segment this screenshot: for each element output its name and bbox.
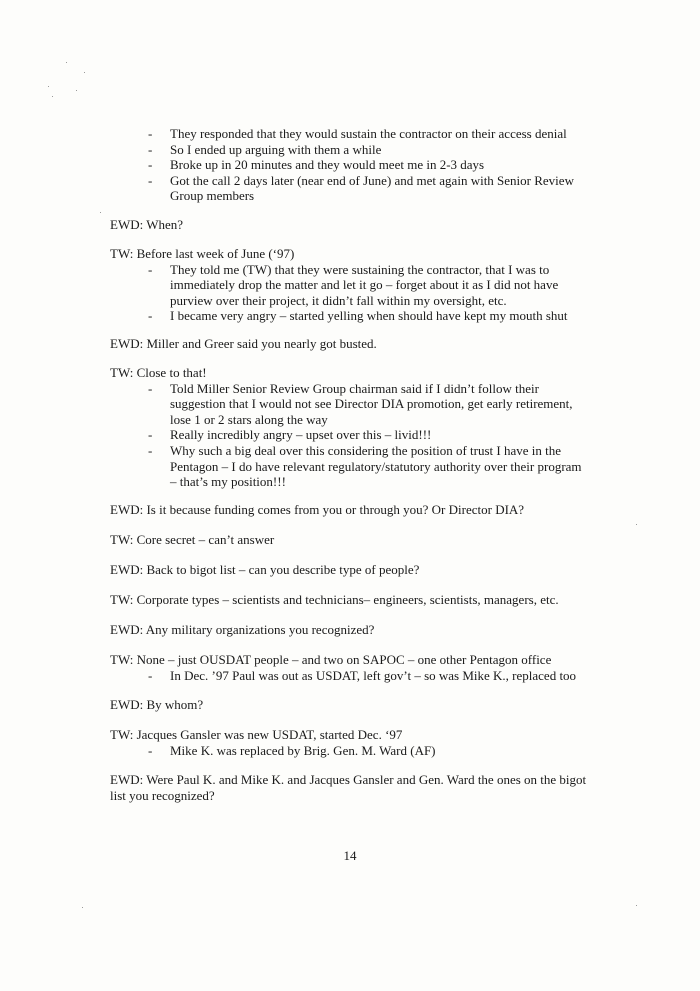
dialogue-line: EWD: By whom?: [110, 697, 204, 712]
dialogue-line: TW: None – just OUSDAT people – and two on SAPOC – one other Pentagon office: [110, 652, 552, 667]
bullet-item: - They responded that they would sustain the contractor on their access denial: [148, 126, 567, 141]
dialogue-line: EWD: Back to bigot list – can you describe type of people?: [110, 562, 420, 577]
section-7: [110, 562, 590, 578]
scan-speck: [48, 86, 49, 87]
section-1: [110, 217, 590, 233]
dialogue-line: TW: Close to that!: [110, 365, 207, 380]
scan-speck: [82, 907, 83, 908]
section-5: [110, 502, 590, 518]
section-10: [110, 652, 590, 683]
bullet-list: [110, 126, 590, 204]
dialogue-line: TW: Before last week of June (‘97): [110, 246, 295, 261]
section-13: [110, 772, 590, 803]
section-8: [110, 592, 590, 608]
dialogue-line: EWD: Miller and Greer said you nearly got busted.: [110, 336, 377, 351]
section-3: [110, 336, 590, 352]
section-11: [110, 697, 590, 713]
scan-speck: [100, 212, 101, 213]
scan-speck: [66, 62, 67, 63]
scan-speck: [52, 96, 53, 97]
scan-speck: [636, 905, 637, 906]
bullet-item: - Broke up in 20 minutes and they would meet me in 2-3 days: [148, 157, 485, 173]
scan-speck: [76, 90, 77, 91]
dialogue-line: EWD: Is it because funding comes from you or through you? Or Director DIA?: [110, 502, 525, 517]
bullet-item: - They told me (TW) that they were sustaining the contractor, that I was to immediately drop the matter and let it go – forget about it as I did not have purview over their project, it didn’t fall within my oversight, etc.: [148, 261, 559, 308]
section-4: [110, 365, 590, 490]
section-0: [110, 126, 590, 204]
dialogue-line: TW: Jacques Gansler was new USDAT, started Dec. ‘97: [110, 727, 403, 742]
scan-speck: [636, 524, 637, 525]
bullet-item: - Why such a big deal over this considering the position of trust I have in the Pentagon – I do have relevant regulatory/statutory authority over their program – that’s my position!!!: [148, 442, 582, 490]
dialogue-line: TW: Core secret – can’t answer: [110, 532, 275, 547]
dialogue-line: EWD: Were Paul K. and Mike K. and Jacques Gansler and Gen. Ward the ones on the bigot list you recognized?: [110, 772, 587, 803]
bullet-item: - So I ended up arguing with them a while: [148, 141, 382, 157]
bullet-list: [110, 668, 590, 684]
bullet-item: - Really incredibly angry – upset over this – livid!!!: [148, 427, 432, 443]
dialogue-line: EWD: Any military organizations you recognized?: [110, 622, 375, 637]
bullet-item: - Told Miller Senior Review Group chairman said if I didn’t follow their suggestion that I would not see Director DIA promotion, get early retirement, lose 1 or 2 stars along the way: [148, 380, 573, 427]
section-12: [110, 727, 590, 758]
bullet-list: [110, 262, 590, 324]
bullet-item: - Mike K. was replaced by Brig. Gen. M. Ward (AF): [148, 742, 436, 758]
section-2: [110, 246, 590, 324]
bullet-list: [110, 743, 590, 759]
bullet-item: - Got the call 2 days later (near end of June) and met again with Senior Review Group members: [148, 172, 574, 204]
section-6: [110, 532, 590, 548]
dialogue-line: EWD: When?: [110, 217, 184, 232]
page-number: 14: [343, 848, 357, 863]
bullet-item: - I became very angry – started yelling when should have kept my mouth shut: [148, 308, 568, 324]
dialogue-line: TW: Corporate types – scientists and technicians– engineers, scientists, managers, etc.: [110, 592, 559, 607]
bullet-item: - In Dec. ’97 Paul was out as USDAT, left gov’t – so was Mike K., replaced too: [148, 667, 577, 683]
scan-speck: [84, 72, 85, 73]
section-9: [110, 622, 590, 638]
bullet-list: [110, 381, 590, 490]
